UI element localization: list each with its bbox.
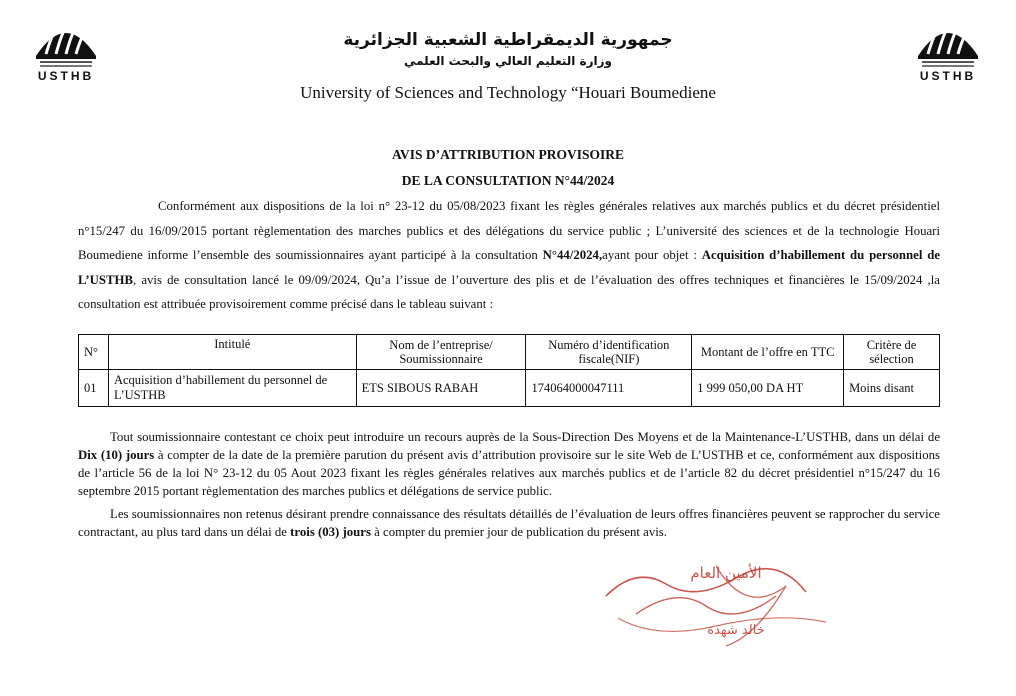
logo-text: USTHB (919, 69, 977, 83)
signature-title: الأمين العام (690, 564, 762, 582)
recours-paragraph (78, 428, 940, 500)
recours-delay: Dix (10) jours (78, 448, 155, 462)
cell-entreprise: ETS SIBOUS RABAH (356, 370, 526, 407)
header-critere: Critère de sélection (844, 335, 940, 370)
cell-num: 01 (79, 370, 109, 407)
header-arabic-republic: جمهورية الديمقراطية الشعبية الجزائرية (343, 30, 673, 50)
university-name: University of Sciences and Technology “Houari Boumediene (300, 83, 716, 102)
cell-nif: 174064000047111 (526, 370, 692, 407)
cell-montant: 1 999 050,00 DA HT (692, 370, 844, 407)
cell-intitule: Acquisition d’habillement du personnel de L’USTHB (108, 370, 356, 407)
intro-paragraph (78, 194, 940, 317)
header-entreprise: Nom de l’entreprise/ Soumissionnaire (356, 335, 526, 370)
consultation-object: Acquisition d’habillement du personnel de L’USTHB (78, 248, 941, 287)
intro-text-2: ayant pour objet : (602, 248, 702, 262)
header-arabic-ministry: وزارة التعليم العالي والبحث العلمي (403, 54, 613, 68)
intro-text-3: , avis de consultation lancé le 09/09/2024, Qu’a l’issue de l’ouverture des plis et de l’évaluation des offres techniques et financières le 15/09/2024 ,la consultation est attribuée provisoirement comme précisé dans le tableau suivant : (78, 272, 940, 311)
evaluation-paragraph (78, 505, 940, 541)
header-intitule: Intitulé (108, 335, 356, 370)
evaluation-text-2: à compter du premier jour de publication du présent avis. (370, 525, 667, 539)
cell-critere: Moins disant (844, 370, 940, 407)
consultation-number: DE LA CONSULTATION N°44/2024 (401, 173, 615, 188)
logo-text: USTHB (37, 69, 95, 83)
recours-text-2: à compter de la date de la première parution du présent avis d’attribution provisoire sur le site Web de L’USTHB et ce, conformément aux dispositions de l’article 56 de la loi N° 23-12 du 05 Aout 2023 fixant les règles générales relatives aux marchés publics et de l’article 82 du décret présidentiel n°15/247 du 16 septembre 2015 portant règlementation des marches publics et délégations de service public. (78, 448, 940, 498)
recours-text-1: Tout soumissionnaire contestant ce choix peut introduire un recours auprès de la Sous-Direction Des Moyens et de la Maintenance-L’USTHB, dans un délai de (110, 430, 940, 444)
evaluation-text-1: Les soumissionnaires non retenus désirant prendre connaissance des résultats détaillés de l’évaluation de leurs offres financières peuvent se rapprocher du service contractant, au plus tard dans un délai de (78, 507, 940, 539)
signature-stamp (596, 556, 846, 656)
evaluation-delay: trois (03) jours (290, 525, 371, 539)
attribution-table (78, 334, 940, 407)
consultation-ref: N°44/2024, (542, 248, 603, 262)
document-title: AVIS D’ATTRIBUTION PROVISOIRE (391, 147, 625, 162)
table-header-row (79, 335, 940, 370)
table-row (79, 370, 940, 407)
closing-paragraphs (78, 428, 940, 541)
signature-name: خالد شهدة (707, 623, 765, 638)
header-montant: Montant de l’offre en TTC (692, 335, 844, 370)
header-num: N° (79, 335, 109, 370)
header-nif: Numéro d’identification fiscale(NIF) (526, 335, 692, 370)
intro-text-1: Conformément aux dispositions de la loi n° 23-12 du 05/08/2023 fixant les règles générales relatives aux marchés publics et du décret présidentiel n°15/247 du 16/09/2015 portant règlementation des marches publics et des délégations du service public ; L’université des sciences et de la technologie Houari Boumediene informe l’ensemble des soumissionnaires ayant participé à la consultation (78, 199, 940, 262)
